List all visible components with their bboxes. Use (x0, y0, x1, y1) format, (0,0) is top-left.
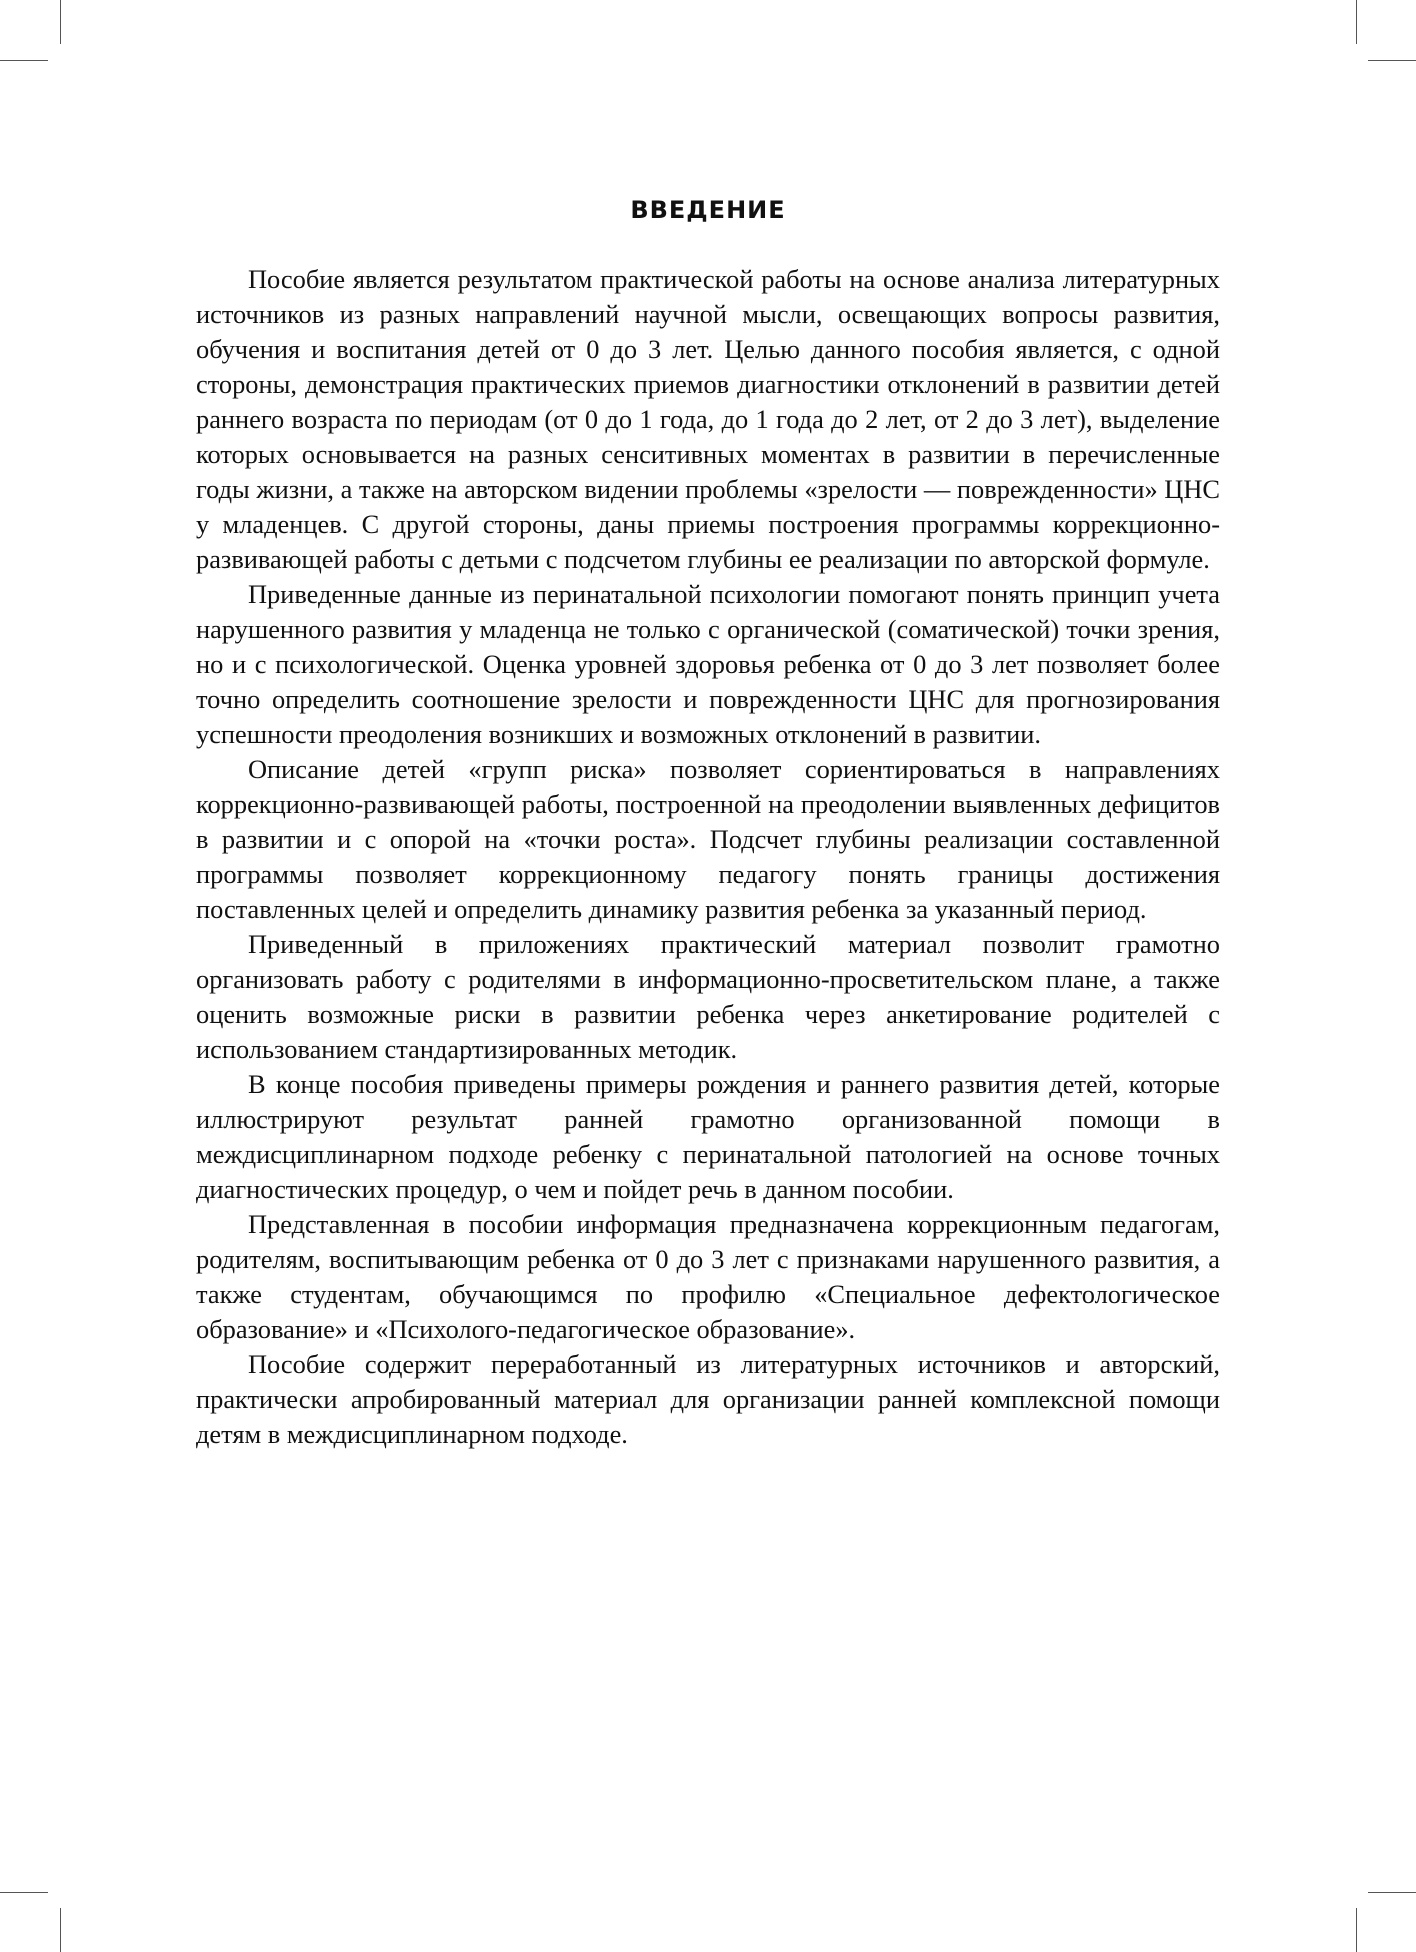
body-text (196, 262, 1220, 1452)
page-heading: ВВЕДЕНИЕ (630, 196, 786, 224)
crop-mark-top-left-vertical (60, 0, 61, 44)
crop-mark-bottom-left-horizontal (0, 1892, 48, 1893)
crop-mark-top-right-vertical (1356, 0, 1357, 44)
crop-mark-top-right-horizontal (1368, 60, 1416, 61)
paragraph: Приведенный в приложениях практический материал позволит грамотно организовать работу с родителями в информационно-просветительском плане, а также оценить возможные риски в развитии ребенка через анкетирование родителей с использованием стандартизированных методик. (196, 929, 1220, 1064)
paragraph: Пособие является результатом практической работы на основе анализа литературных источников из разных направлений научной мысли, освещающих вопросы развития, обучения и воспитания детей от 0 до 3 лет. Целью данного пособия является, с одной стороны, демонстрация практических приемов диагностики отклонений в развитии детей раннего возраста по периодам (от 0 до 1 года, до 1 года до 2 лет, от 2 до 3 лет), выделение которых основывается на разных сенситивных моментах в развитии в перечисленные годы жизни, а также на авторском видении проблемы «зрелости — поврежденности» ЦНС у младенцев. С другой стороны, даны приемы построения программы коррекционно-развивающей работы с детьми с подсчетом глубины ее реализации по авторской формуле. (196, 264, 1220, 574)
paragraph: Описание детей «групп риска» позволяет сориентироваться в направлениях коррекционно-развивающей работы, построенной на преодолении выявленных дефицитов в развитии и с опорой на «точки роста». Подсчет глубины реализации составленной программы позволяет коррекционному педагогу понять границы достижения поставленных целей и определить динамику развития ребенка за указанный период. (196, 754, 1220, 924)
paragraph: Пособие содержит переработанный из литературных источников и авторский, практически апробированный материал для организации ранней комплексной помощи детям в междисциплинарном подходе. (196, 1349, 1220, 1449)
paragraph: В конце пособия приведены примеры рождения и раннего развития детей, которые иллюстрируют результат ранней грамотно организованной помощи в междисциплинарном подходе ребенку с перинатальной патологией на основе точных диагностических процедур, о чем и пойдет речь в данном пособии. (196, 1069, 1220, 1204)
crop-mark-bottom-left-vertical (60, 1908, 61, 1952)
crop-mark-bottom-right-horizontal (1368, 1892, 1416, 1893)
crop-mark-bottom-right-vertical (1356, 1908, 1357, 1952)
paragraph: Приведенные данные из перинатальной психологии помогают понять принцип учета нарушенного развития у младенца не только с органической (соматической) точки зрения, но и с психологической. Оценка уровней здоровья ребенка от 0 до 3 лет позволяет более точно определить соотношение зрелости и поврежденности ЦНС для прогнозирования успешности преодоления возникших и возможных отклонений в развитии. (196, 579, 1220, 749)
paragraph: Представленная в пособии информация предназначена коррекционным педагогам, родителям, воспитывающим ребенка от 0 до 3 лет с признаками нарушенного развития, а также студентам, обучающимся по профилю «Специальное дефектологическое образование» и «Психолого-педагогическое образование». (196, 1209, 1220, 1344)
crop-mark-top-left-horizontal (0, 60, 48, 61)
